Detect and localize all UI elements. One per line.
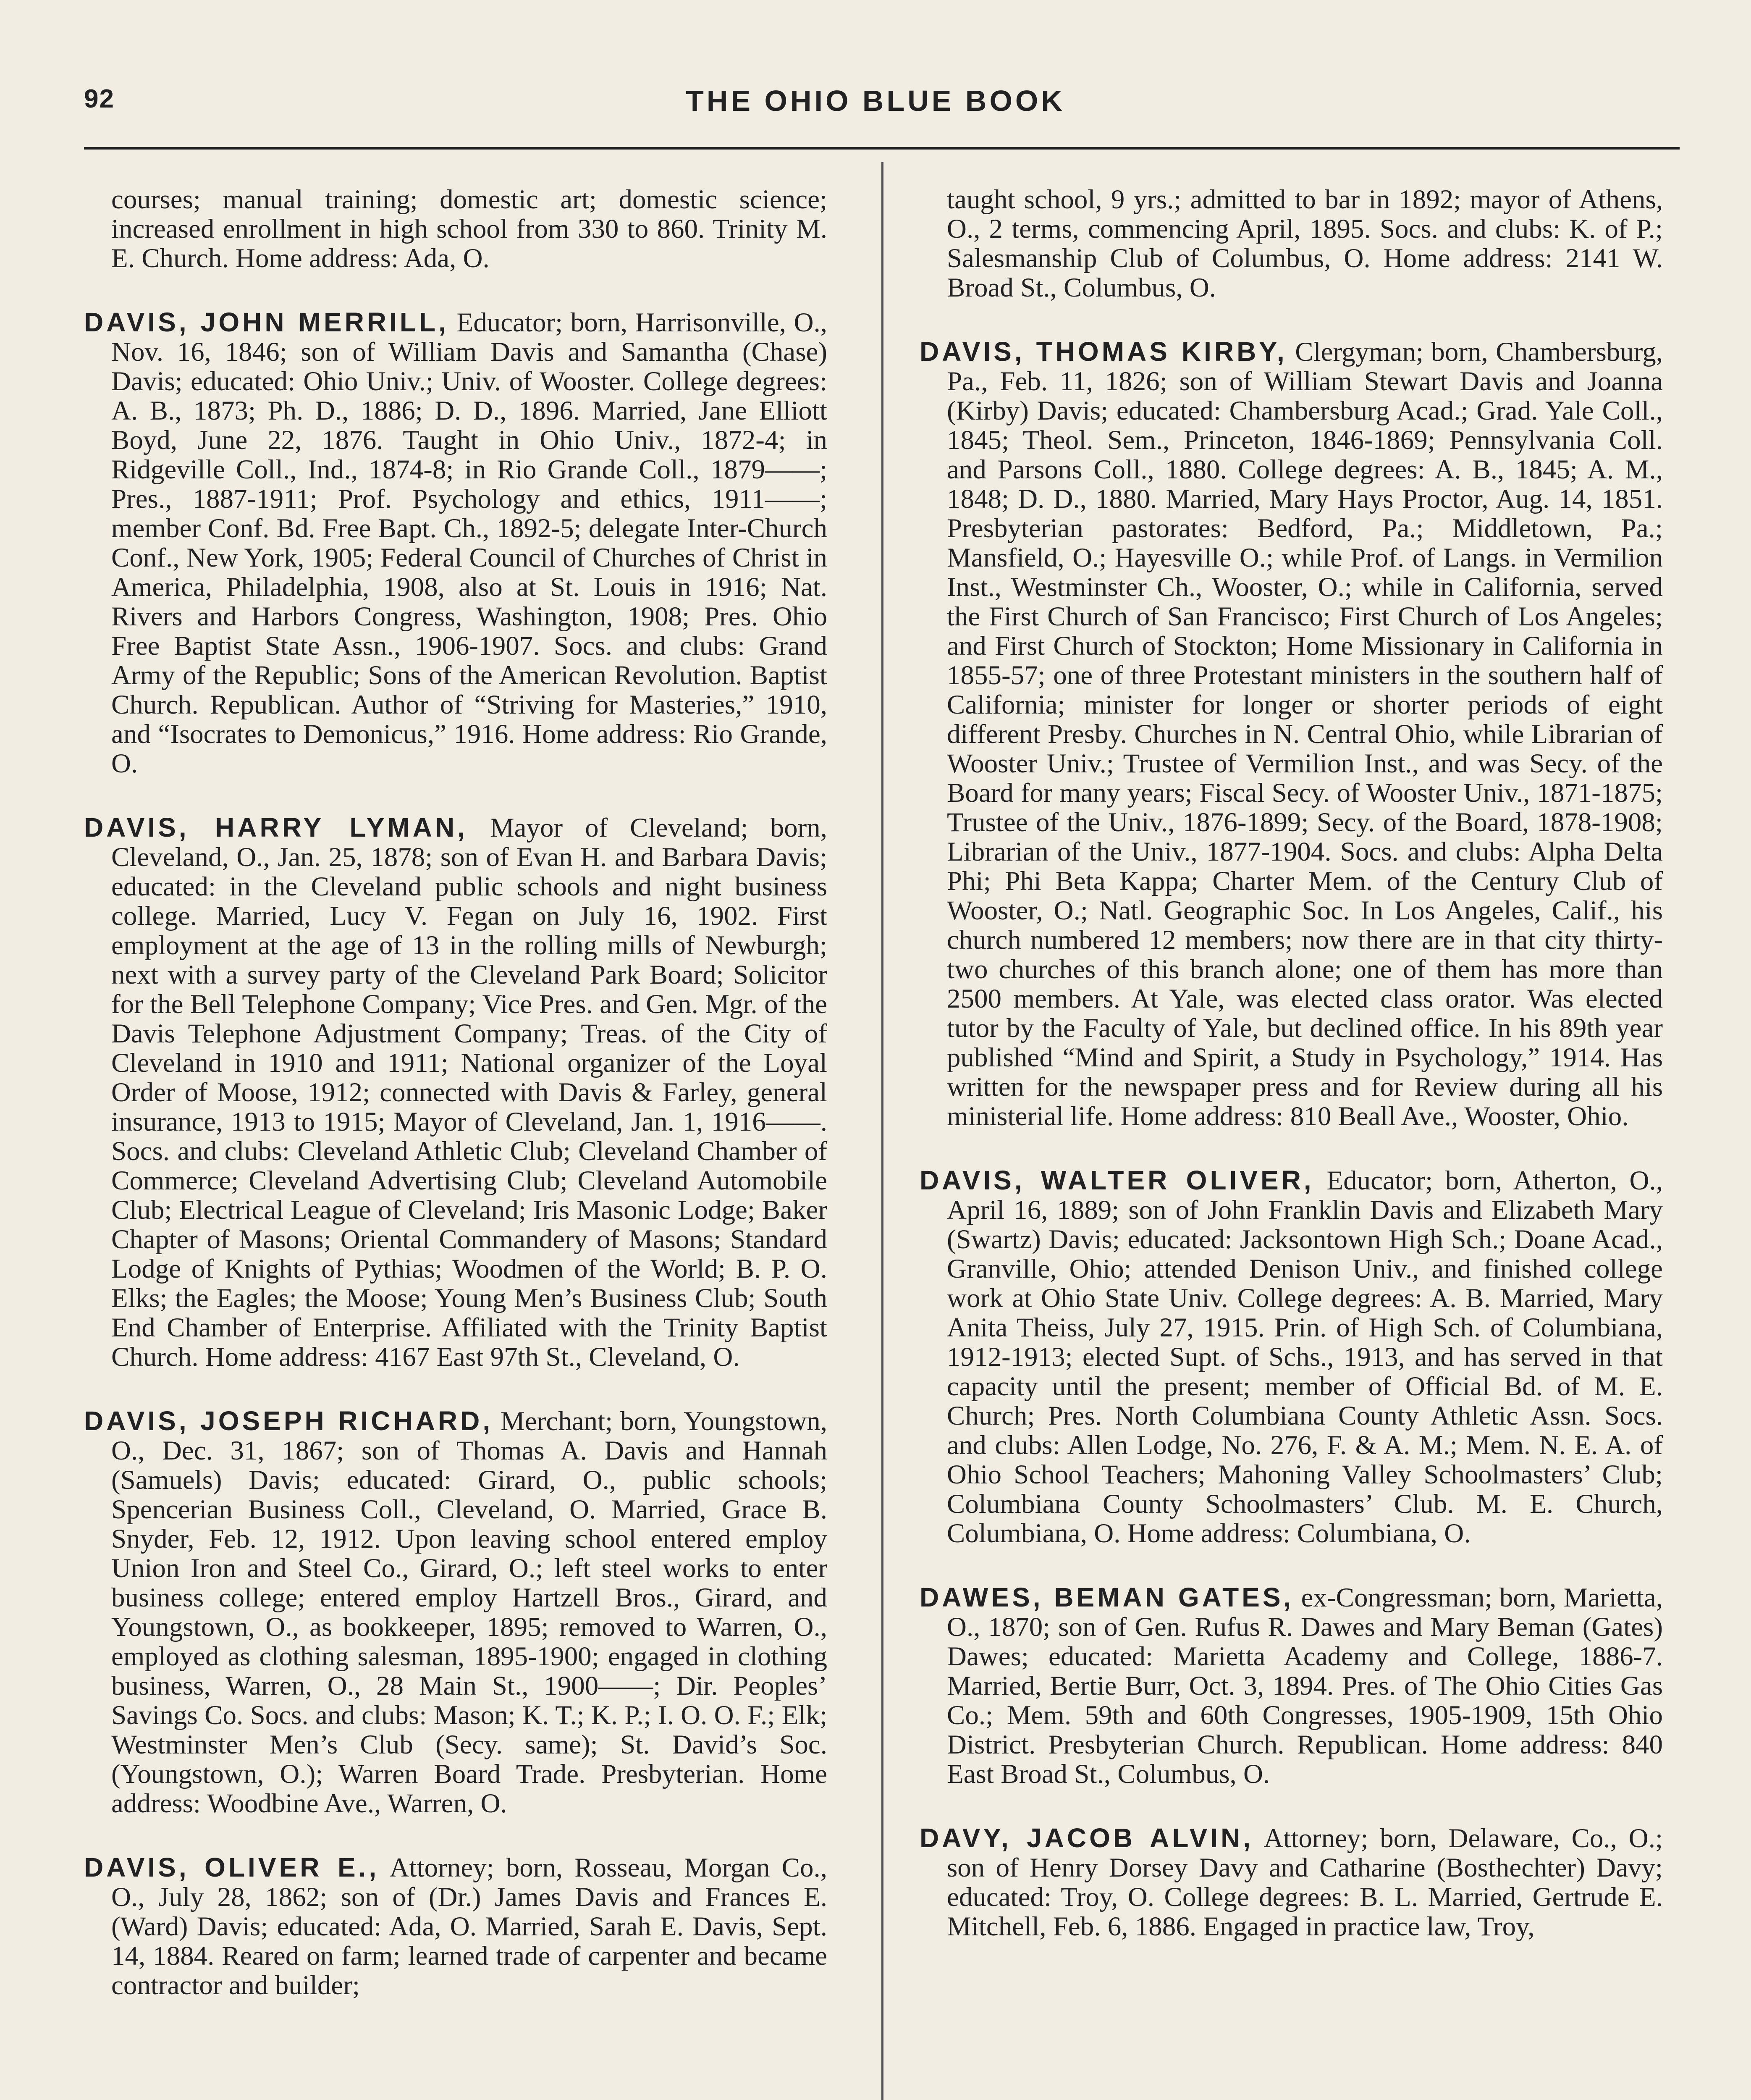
biography-entry (84, 185, 827, 273)
entry-name: DAVIS, JOSEPH RICHARD, (84, 1406, 493, 1436)
biography-entry (84, 307, 827, 778)
running-head: THE OHIO BLUE BOOK (686, 84, 1065, 117)
entry-name: DAVIS, OLIVER E., (84, 1852, 380, 1882)
entry-text: Educator; born, Harrisonville, O., Nov. 16, 1846; son of William Davis and Samantha (Chase) Davis; educated: Ohio Univ.; Univ. of Wooster. College degrees: A. B., 1873; Ph. D., 1886; D. D., 1896. Married, Jane Elliott Boyd, June 22, 1876. Taught in Ohio Univ., 1872-4; in Ridgeville Coll., Ind., 1874-8; in Rio Grande Coll., 1879——; Pres., 1887-1911; Prof. Psychology and ethics, 1911——; member Conf. Bd. Free Bapt. Ch., 1892-5; delegate Inter-Church Conf., New York, 1905; Federal Council of Churches of Christ in America, Philadelphia, 1908, also at St. Louis in 1916; Nat. Rivers and Harbors Congress, Washington, 1908; Pres. Ohio Free Baptist State Assn., 1906-1907. Socs. and clubs: Grand Army of the Republic; Sons of the American Revolution. Baptist Church. Republican. Author of “Striving for Masteries,” 1910, and “Isocrates to Demonicus,” 1916. Home address: Rio Grande, O. (111, 307, 828, 779)
entry-name: DAVIS, THOMAS KIRBY, (920, 336, 1287, 367)
biography-entry (84, 1406, 827, 1818)
entry-text: Clergyman; born, Chambersburg, Pa., Feb. 11, 1826; son of William Stewart Davis and Joanna (Kirby) Davis; educated: Chambersburg Acad.; Grad. Yale Coll., 1845; Theol. Sem., Princeton, 1846-1869; Pennsylvania Coll. and Parsons Coll., 1880. College degrees: A. B., 1845; A. M., 1848; D. D., 1880. Married, Mary Hays Proctor, Aug. 14, 1851. Presbyterian pastorates: Bedford, Pa.; Middletown, Pa.; Mansfield, O.; Hayesville O.; while Prof. of Langs. in Vermilion Inst., Westminster Ch., Wooster, O.; while in California, served the First Church of San Francisco; First Church of Los Angeles; and First Church of Stockton; Home Missionary in California in 1855-57; one of three Protestant ministers in the southern half of California; minister for longer or shorter periods of eight different Presby. Churches in N. Central Ohio, while Librarian of Wooster Univ.; Trustee of Vermilion Inst., and was Secy. of the Board for many years; Fiscal Secy. of Wooster Univ., 1871-1875; Trustee of the Univ., 1876-1899; Secy. of the Board, 1878-1908; Librarian of the Univ., 1877-1904. Socs. and clubs: Alpha Delta Phi; Phi Beta Kappa; Charter Mem. of the Century Club of Wooster, O.; Natl. Geographic Soc. In Los Angeles, Calif., his church numbered 12 members; now there are in that city thirty-two churches of this branch alone; one of them has more than 2500 members. At Yale, was elected class orator. Was elected tutor by the Faculty of Yale, but declined office. In his 89th year published “Mind and Spirit, a Study in Psychology,” 1914. Has written for the newspaper press and for Review during all his ministerial life. Home address: 810 Beall Ave., Wooster, Ohio. (947, 337, 1663, 1131)
entry-name: DAVY, JACOB ALVIN, (920, 1823, 1254, 1853)
entry-text: Educator; born, Atherton, O., April 16, 1889; son of John Franklin Davis and Elizabeth Mary (Swartz) Davis; educated: Jacksontown High Sch.; Doane Acad., Granville, Ohio; attended Denison Univ., and finished college work at Ohio State Univ. College degrees: A. B. Married, Mary Anita Theiss, July 27, 1915. Prin. of High Sch. of Columbiana, 1912-1913; elected Supt. of Schs., 1913, and has served in that capacity until the present; member of Official Bd. of M. E. Church; Pres. North Columbiana County Athletic Assn. Socs. and clubs: Allen Lodge, No. 276, F. & A. M.; Mem. N. E. A. of Ohio School Teachers; Mahoning Valley Schoolmasters’ Club; Columbiana County Schoolmasters’ Club. M. E. Church, Columbiana, O. Home address: Columbiana, O. (947, 1166, 1663, 1549)
entry-text: taught school, 9 yrs.; admitted to bar in 1892; mayor of Athens, O., 2 terms, commencing April, 1895. Socs. and clubs: K. of P.; Salesmanship Club of Columbus, O. Home address: 2141 W. Broad St., Columbus, O. (947, 184, 1663, 303)
entry-text: Mayor of Cleveland; born, Cleveland, O., Jan. 25, 1878; son of Evan H. and Barbara Davis; educated: in the Cleveland public schools and night business college. Married, Lucy V. Fegan on July 16, 1902. First employment at the age of 13 in the rolling mills of Newburgh; next with a survey party of the Cleveland Park Board; Solicitor for the Bell Telephone Company; Vice Pres. and Gen. Mgr. of the Davis Telephone Adjustment Company; Treas. of the City of Cleveland in 1910 and 1911; National organizer of the Loyal Order of Moose, 1912; connected with Davis & Farley, general insurance, 1913 to 1915; Mayor of Cleveland, Jan. 1, 1916——. Socs. and clubs: Cleveland Athletic Club; Cleveland Chamber of Commerce; Cleveland Advertising Club; Cleveland Automobile Club; Electrical League of Cleveland; Iris Masonic Lodge; Baker Chapter of Masons; Oriental Commandery of Masons; Standard Lodge of Knights of Pythias; Woodmen of the World; B. P. O. Elks; the Eagles; the Moose; Young Men’s Business Club; South End Chamber of Enterprise. Affiliated with the Trinity Baptist Church. Home address: 4167 East 97th St., Cleveland, O. (111, 813, 827, 1372)
biography-entry (920, 1166, 1663, 1548)
biography-entry (920, 1583, 1663, 1789)
column-divider (881, 162, 883, 2100)
biography-entry (920, 1823, 1663, 1941)
entry-name: DAVIS, HARRY LYMAN, (84, 812, 468, 843)
entry-text: Merchant; born, Youngstown, O., Dec. 31, 1867; son of Thomas A. Davis and Hannah (Samuels) Davis; educated: Girard, O., public schools; Spencerian Business Coll., Cleveland, O. Married, Grace B. Snyder, Feb. 12, 1912. Upon leaving school entered employ Union Iron and Steel Co., Girard, O.; left steel works to enter business college; entered employ Hartzell Bros., Girard, and Youngstown, O., as bookkeeper, 1895; removed to Warren, O., employed as clothing salesman, 1895-1900; engaged in clothing business, Warren, O., 28 Main St., 1900——; Dir. Peoples’ Savings Co. Socs. and clubs: Mason; K. T.; K. P.; I. O. O. F.; Elk; Westminster Men’s Club (Secy. same); St. David’s Soc. (Youngstown, O.); Warren Board Trade. Presbyterian. Home address: Woodbine Ave., Warren, O. (111, 1406, 828, 1819)
header-rule (84, 147, 1680, 150)
entry-text: Attorney; born, Delaware, Co., O.; son of Henry Dorsey Davy and Catharine (Bosthechter) Davy; educated: Troy, O. College degrees: B. L. Married, Gertrude E. Mitchell, Feb. 6, 1886. Engaged in practice law, Troy, (947, 1823, 1663, 1942)
biography-entry (920, 185, 1663, 302)
biography-entry (920, 337, 1663, 1131)
entry-text: Attorney; born, Rosseau, Morgan Co., O., July 28, 1862; son of (Dr.) James Davis and Frances E. (Ward) Davis; educated: Ada, O. Married, Sarah E. Davis, Sept. 14, 1884. Reared on farm; learned trade of carpenter and became contractor and builder; (111, 1853, 828, 2000)
biography-entry (84, 1853, 827, 2000)
entry-text: courses; manual training; domestic art; domestic science; increased enrollment in high school from 330 to 860. Trinity M. E. Church. Home address: Ada, O. (111, 184, 827, 273)
right-column (920, 185, 1663, 1976)
entry-name: DAWES, BEMAN GATES, (920, 1582, 1294, 1612)
biography-entry (84, 813, 827, 1372)
left-column (84, 185, 827, 2034)
entry-text: ex-Congressman; born, Marietta, O., 1870; son of Gen. Rufus R. Dawes and Mary Beman (Gates) Dawes; educated: Marietta Academy and College, 1886-7. Married, Bertie Burr, Oct. 3, 1894. Pres. of The Ohio Cities Gas Co.; Mem. 59th and 60th Congresses, 1905-1909, 15th Ohio District. Presbyterian Church. Republican. Home address: 840 East Broad St., Columbus, O. (947, 1583, 1663, 1789)
page-number: 92 (84, 84, 115, 113)
entry-name: DAVIS, WALTER OLIVER, (920, 1165, 1314, 1195)
entry-name: DAVIS, JOHN MERRILL, (84, 307, 449, 337)
